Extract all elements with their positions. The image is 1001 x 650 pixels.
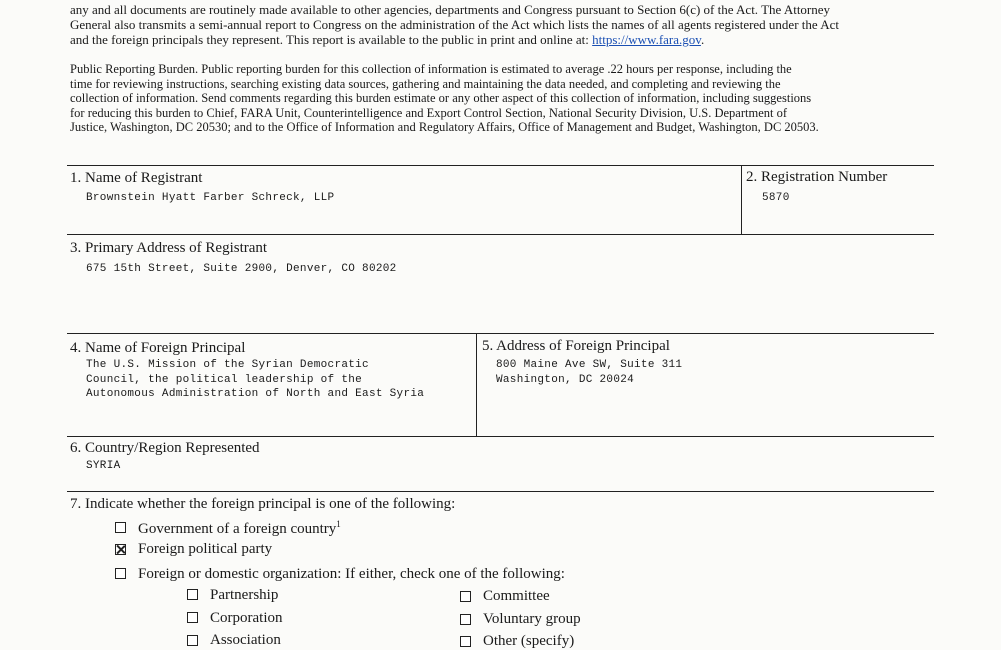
burden-line: Justice, Washington, DC 20530; and to the Office of Information and Regulatory Affairs, Office of Management and Budget, Washington, DC 20503.: [70, 120, 819, 135]
foreign-principal-address-line: 800 Maine Ave SW, Suite 311: [496, 359, 683, 371]
intro-line-1: any and all documents are routinely made available to other agencies, departments and Congress pursuant to Section 6(c) of the Act. The Attorney: [70, 2, 831, 17]
corporation-checkbox[interactable]: [187, 612, 198, 623]
burden-line: collection of information. Send comments regarding this burden estimate or any other aspect of this collection of information, including suggestions: [70, 91, 812, 106]
foreign-principal-address-line: Washington, DC 20024: [496, 373, 635, 386]
voluntary-group-option-label: Voluntary group: [483, 611, 581, 627]
registrant-name-label: 1. Name of Registrant: [70, 170, 203, 186]
intro-line-3-end: .: [700, 32, 705, 47]
partnership-option-label: Partnership: [210, 587, 279, 603]
divider-line: [67, 436, 934, 437]
divider-line: [67, 165, 934, 166]
country-region-label: 6. Country/Region Represented: [70, 440, 260, 456]
political-party-option-label: Foreign political party: [138, 541, 273, 557]
divider-line: [741, 165, 742, 235]
burden-line: time for reviewing instructions, searching existing data sources, gathering and maintaining the data needed, and completing and reviewing the: [70, 76, 781, 91]
organization-checkbox[interactable]: [115, 568, 126, 579]
foreign-principal-address-label: 5. Address of Foreign Principal: [482, 338, 670, 354]
foreign-principal-name-line: Autonomous Administration of North and East Syria: [86, 388, 425, 400]
association-option-label: Association: [210, 632, 281, 648]
foreign-principal-address-value: [496, 358, 682, 387]
footnote-marker: 1: [336, 519, 341, 529]
intro-line-3-text: and the foreign principals they represent. This report is available to the public in print and online at:: [70, 32, 593, 47]
government-option-text: Government of a foreign country: [138, 521, 337, 537]
foreign-principal-name-line: The U.S. Mission of the Syrian Democratic: [86, 359, 369, 371]
burden-line: Public Reporting Burden. Public reporting burden for this collection of information is estimated to average .22 hours per response, including the: [70, 62, 792, 76]
political-party-checkbox[interactable]: [115, 544, 126, 555]
divider-line: [67, 491, 934, 492]
association-checkbox[interactable]: [187, 635, 198, 646]
burden-line: for reducing this burden to Chief, FARA Unit, Counterintelligence and Export Control Section, National Security Division, U.S. Department of: [70, 105, 788, 120]
other-option-label: Other (specify): [483, 633, 575, 649]
foreign-principal-name-label: 4. Name of Foreign Principal: [70, 340, 246, 356]
registrant-name-value: Brownstein Hyatt Farber Schreck, LLP: [86, 192, 335, 204]
organization-option-label: Foreign or domestic organization: If either, check one of the following:: [138, 566, 565, 582]
primary-address-value: 675 15th Street, Suite 2900, Denver, CO 80202: [86, 263, 397, 275]
question-7-label: 7. Indicate whether the foreign principal is one of the following:: [70, 496, 456, 512]
intro-line-3: [70, 32, 940, 47]
divider-line: [67, 333, 934, 334]
primary-address-label: 3. Primary Address of Registrant: [70, 240, 268, 256]
foreign-principal-name-value: [86, 358, 424, 402]
government-checkbox[interactable]: [115, 522, 126, 533]
registration-number-label: 2. Registration Number: [746, 169, 888, 185]
intro-paragraph: [70, 2, 940, 47]
intro-line-2: General also transmits a semi-annual report to Congress on the administration of the Act which lists the names of all agents registered under the Act: [70, 17, 839, 32]
government-option-label: [138, 519, 341, 538]
registration-number-value: 5870: [762, 192, 790, 204]
country-region-value: SYRIA: [86, 460, 121, 472]
divider-line: [67, 234, 934, 235]
burden-paragraph: [70, 62, 940, 135]
divider-line: [476, 333, 477, 437]
foreign-principal-name-line: Council, the political leadership of the: [86, 373, 363, 386]
committee-checkbox[interactable]: [460, 591, 471, 602]
fara-link[interactable]: https://www.fara.gov: [592, 32, 701, 47]
committee-option-label: Committee: [483, 588, 550, 604]
partnership-checkbox[interactable]: [187, 589, 198, 600]
corporation-option-label: Corporation: [210, 610, 283, 626]
voluntary-group-checkbox[interactable]: [460, 614, 471, 625]
